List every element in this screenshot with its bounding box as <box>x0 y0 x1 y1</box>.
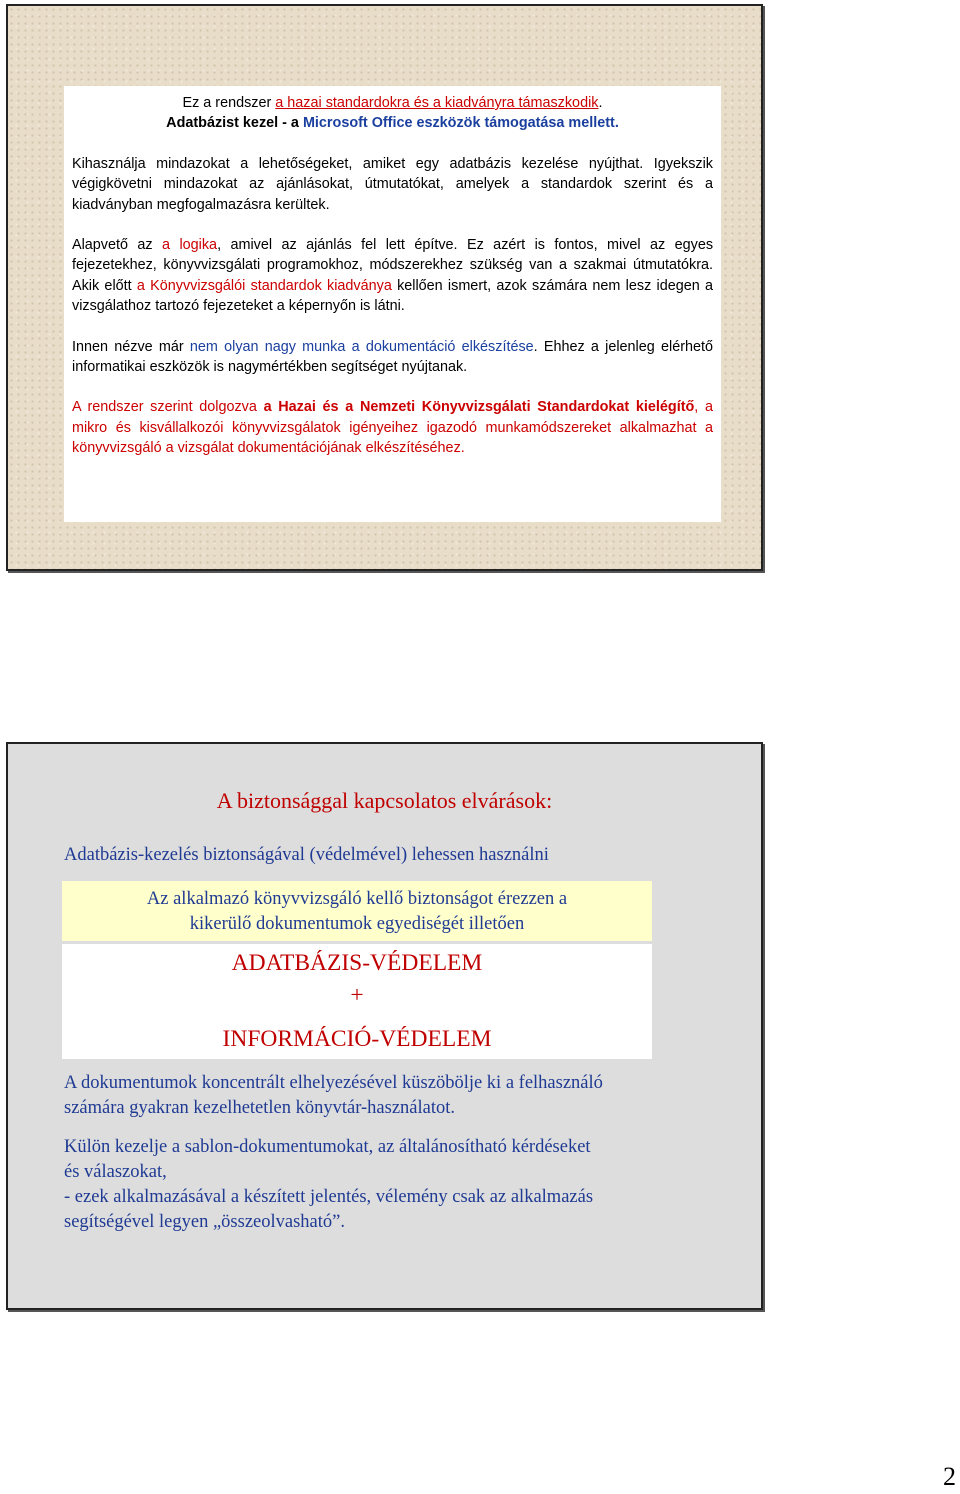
intro-line-2: Adatbázist kezel - a Microsoft Office eszközök támogatása mellett. <box>166 115 619 132</box>
database-protection-label: ADATBÁZIS-VÉDELEM <box>231 950 483 976</box>
slide-2-title: A biztonsággal kapcsolatos elvárások: <box>216 788 553 813</box>
paragraph-document-placement: A dokumentumok koncentrált elhelyezésével küszöbölje ki a felhasználó számára gyakran kezelhetetlen könyvtár-használatot. <box>64 1073 603 1118</box>
protection-box <box>62 944 652 1059</box>
paragraph-logic: Alapvető az a logika, amivel az ajánlás fel lett építve. Ez azért is fontos, mivel az egyes fejezetekhez, könyvvizsgálati programokhoz, módszerekhez szükség van a szakmai útmutatókra. Akik előtt a Könyvvizsgálói standardok kiadványa kellően ismert, azok számára nem lesz idegen a vizsgálathoz tartozó fejezeteket a képernyőn is látni. <box>72 237 714 315</box>
slide-2 <box>6 742 763 1310</box>
paragraph-standards: A rendszer szerint dolgozva a Hazai és a Nemzeti Könyvvizsgálati Standardokat kielégítő, a mikro és kisvállalkozói könyvvizsgálatok igényeihez igazodó munkamódszereket alkalmazhat a könyvvizsgáló a vizsgálat dokumentációjának elkészítéséhez. <box>72 399 713 457</box>
paragraph-documentation: Innen nézve már nem olyan nagy munka a dokumentáció elkészítése. Ehhez a jelenleg elérhető informatikai eszközök is nagymértékben segítséget nyújtanak. <box>72 338 713 376</box>
paragraph-templates: Külön kezelje a sablon-dokumentumokat, az általánosítható kérdéseket és válaszokat, - ezek alkalmazásával a készített jelentés, vélemény csak az alkalmazás segítségével legyen „összeolvasható”. <box>64 1137 594 1232</box>
confidence-highlight-box: Az alkalmazó könyvvizsgáló kellő biztonságot érezzen a kikerülő dokumentumok egyediségét illetően <box>62 881 652 941</box>
information-protection-label: INFORMÁCIÓ-VÉDELEM <box>222 1026 492 1052</box>
database-security-line: Adatbázis-kezelés biztonságával (védelmével) lehessen használni <box>64 845 549 865</box>
slide-1-text-panel <box>64 86 721 522</box>
paragraph-possibilities: Kihasználja mindazokat a lehetőségeket, amiket egy adatbázis kezelése nyújthat. Igyekszik végigkövetni mindazokat az ajánlásokat, útmutatókat, amelyek a standardok szerint és a kiadványban megfogalmazásra kerültek. <box>72 155 713 213</box>
intro-line-1: Ez a rendszer a hazai standardokra és a kiadványra támaszkodik. <box>182 95 603 111</box>
page-number: 2 <box>943 1462 956 1491</box>
plus-sign: + <box>350 982 364 1008</box>
standards-link-text: a hazai standardokra és a kiadványra támaszkodik <box>275 95 599 111</box>
slide-1 <box>6 4 763 571</box>
